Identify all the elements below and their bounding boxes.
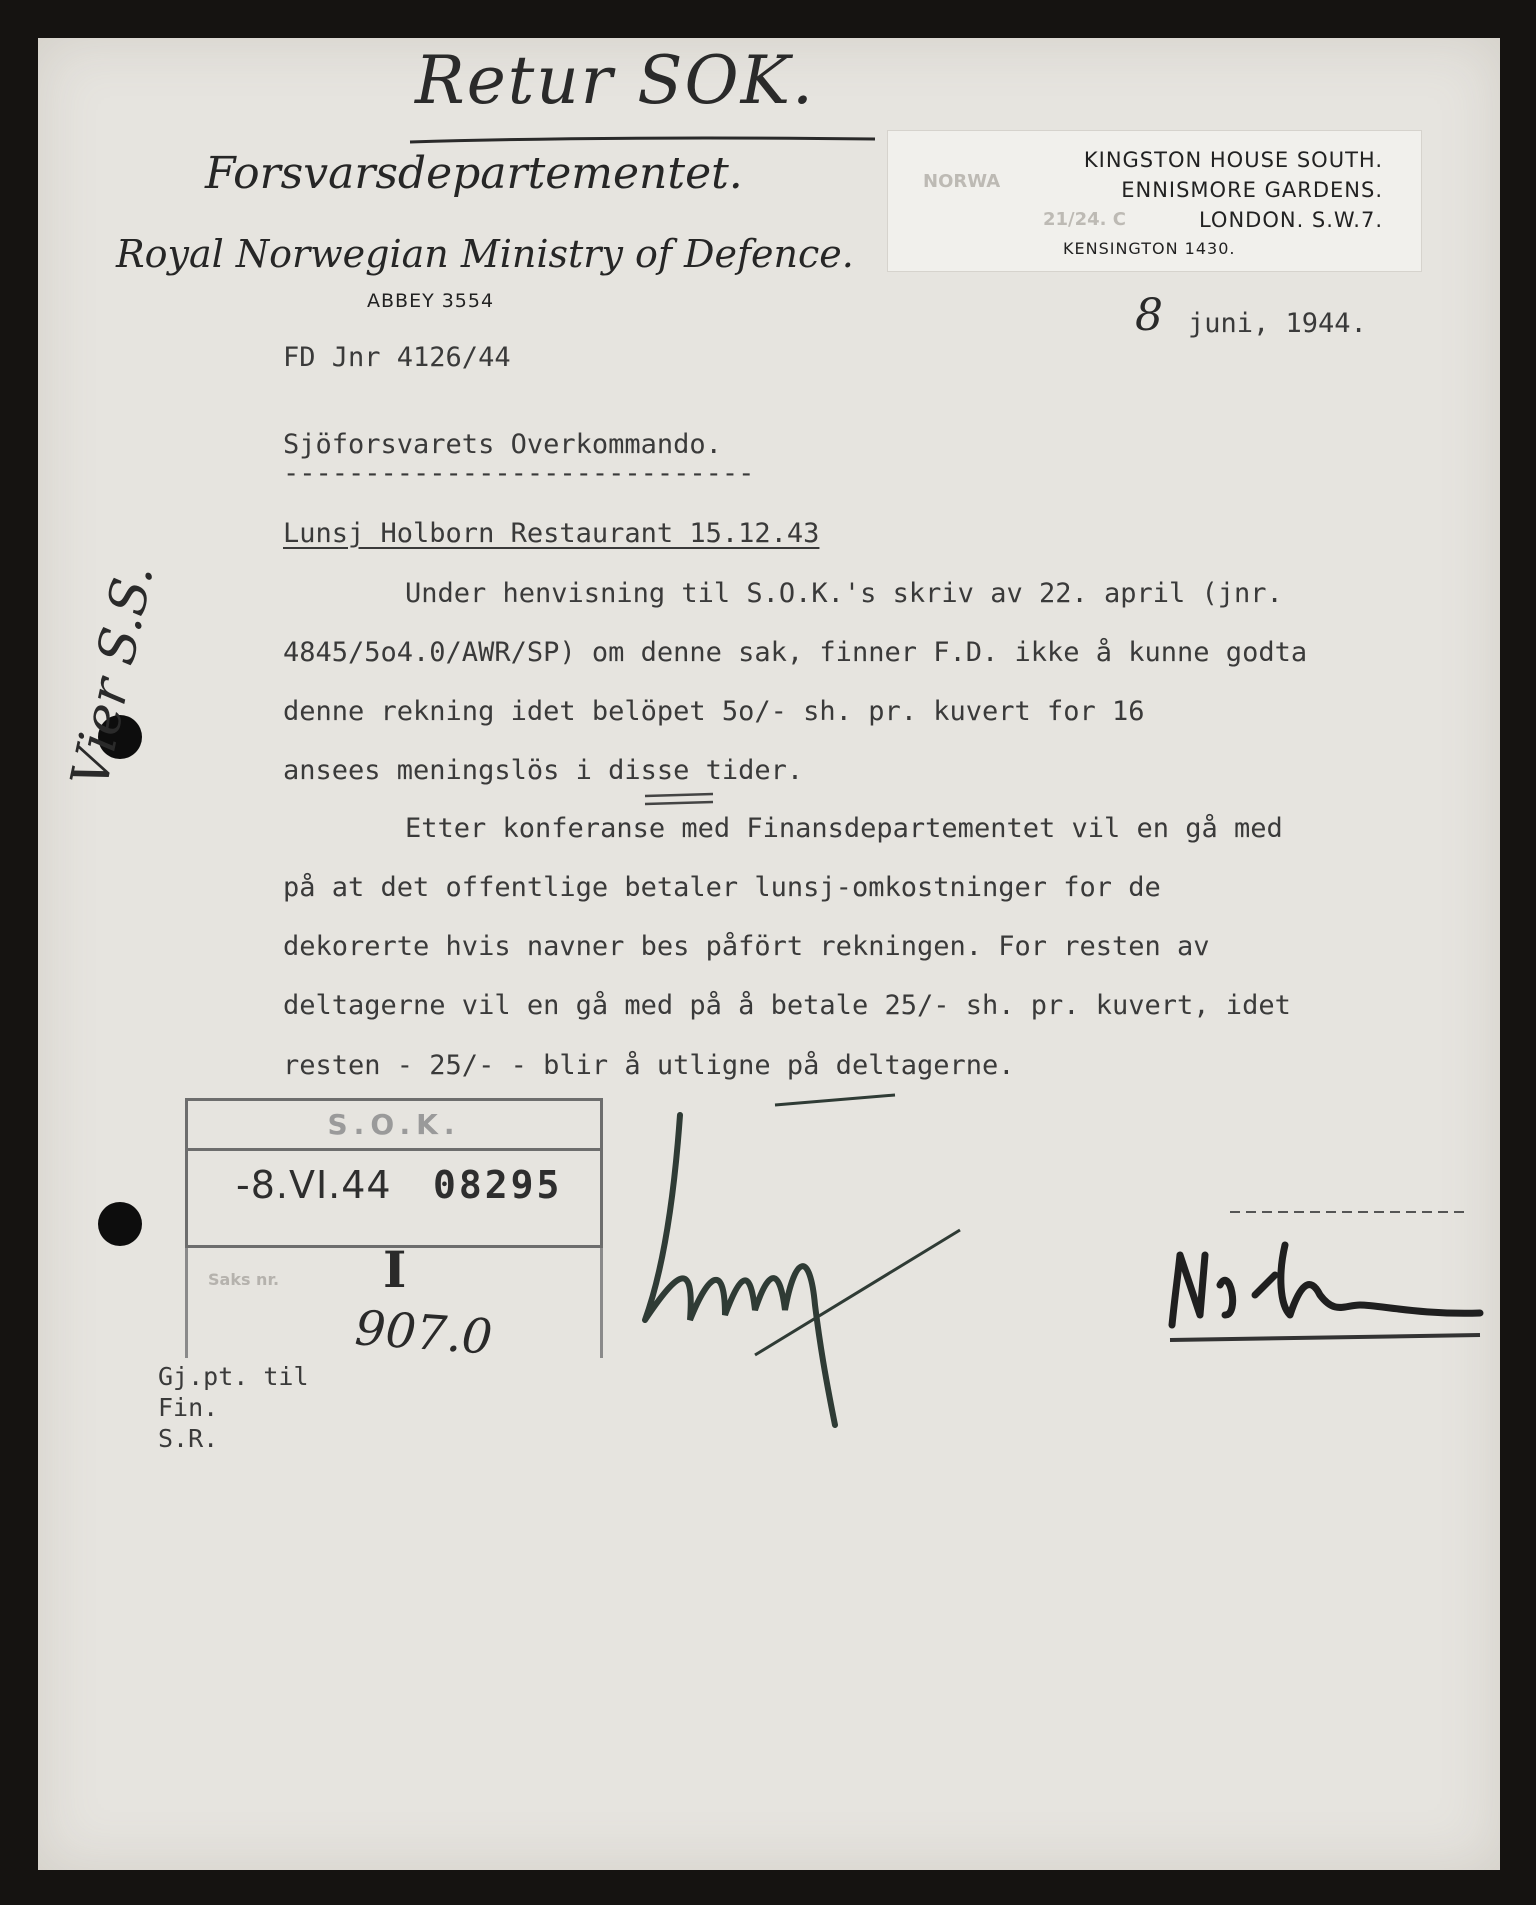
body-line: resten - 25/- - blir å utligne på deltagerne. (283, 1050, 1015, 1081)
body-line: på at det offentlige betaler lunsj-omkostninger for de (283, 872, 1161, 903)
letterhead-norwegian-title: Forsvarsdepartementet. (205, 148, 743, 199)
handwritten-annotation-top: Retur SOK. (415, 42, 815, 119)
subject-line: Lunsj Holborn Restaurant 15.12.43 (283, 518, 820, 549)
body-line: 4845/5o4.0/AWR/SP) om denne sak, finner F.D. ikke å kunne godta (283, 637, 1308, 668)
address-phone: KENSINGTON 1430. (1063, 239, 1236, 258)
journal-number: FD Jnr 4126/44 (283, 342, 511, 373)
signature-right (1160, 1205, 1490, 1365)
signature-center (635, 1105, 965, 1425)
punch-hole-bottom (98, 1202, 142, 1246)
recipient: Sjöforsvarets Overkommando. (283, 429, 722, 460)
copies-line: Fin. (158, 1393, 219, 1422)
date-month-year: juni, 1944. (1188, 308, 1367, 339)
body-line: ansees meningslös i disse tider. (283, 755, 804, 786)
address-label-underprint: NORWA (923, 171, 1001, 192)
copies-line: Gj.pt. til (158, 1362, 309, 1391)
address-line-1: KINGSTON HOUSE SOUTH. (1083, 148, 1383, 172)
stamp-frame (185, 1098, 603, 1248)
body-line: Etter konferanse med Finansdepartementet vil en gå med (405, 813, 1283, 844)
letterhead-phone: ABBEY 3554 (367, 290, 495, 312)
stamp-faint-field: Saks nr. (208, 1270, 280, 1289)
double-underline-mark (645, 790, 715, 810)
stamp-handwritten-roman: I (383, 1240, 407, 1299)
stamp-header: S.O.K. (188, 1101, 600, 1151)
body-line: dekorerte hvis navner bes påfört rekningen. For resten av (283, 931, 1210, 962)
address-label (887, 130, 1422, 272)
body-line: Under henvisning til S.O.K.'s skriv av 22. april (jnr. (405, 578, 1283, 609)
margin-annotation: Vier S.S. (60, 558, 166, 793)
address-line-2: ENNISMORE GARDENS. (1121, 178, 1383, 202)
copies-line: S.R. (158, 1424, 219, 1453)
date-day: 8 (1135, 290, 1163, 341)
body-line: deltagerne vil en gå med på å betale 25/- sh. pr. kuvert, idet (283, 990, 1291, 1021)
stamp-date: -8.VI.44 (236, 1163, 392, 1207)
letterhead-english-title: Royal Norwegian Ministry of Defence. (116, 232, 854, 276)
recipient-underline: ----------------------------- (283, 458, 755, 489)
address-line-3: LONDON. S.W.7. (1198, 208, 1383, 232)
body-line: denne rekning idet belöpet 5o/- sh. pr. kuvert for 16 (283, 696, 1145, 727)
address-label-underprint: 21/24. C (1043, 209, 1126, 230)
annotation-underline (410, 130, 880, 150)
stamp-number: 08295 (433, 1163, 563, 1207)
file-number-handwritten: 907.0 (353, 1300, 495, 1366)
